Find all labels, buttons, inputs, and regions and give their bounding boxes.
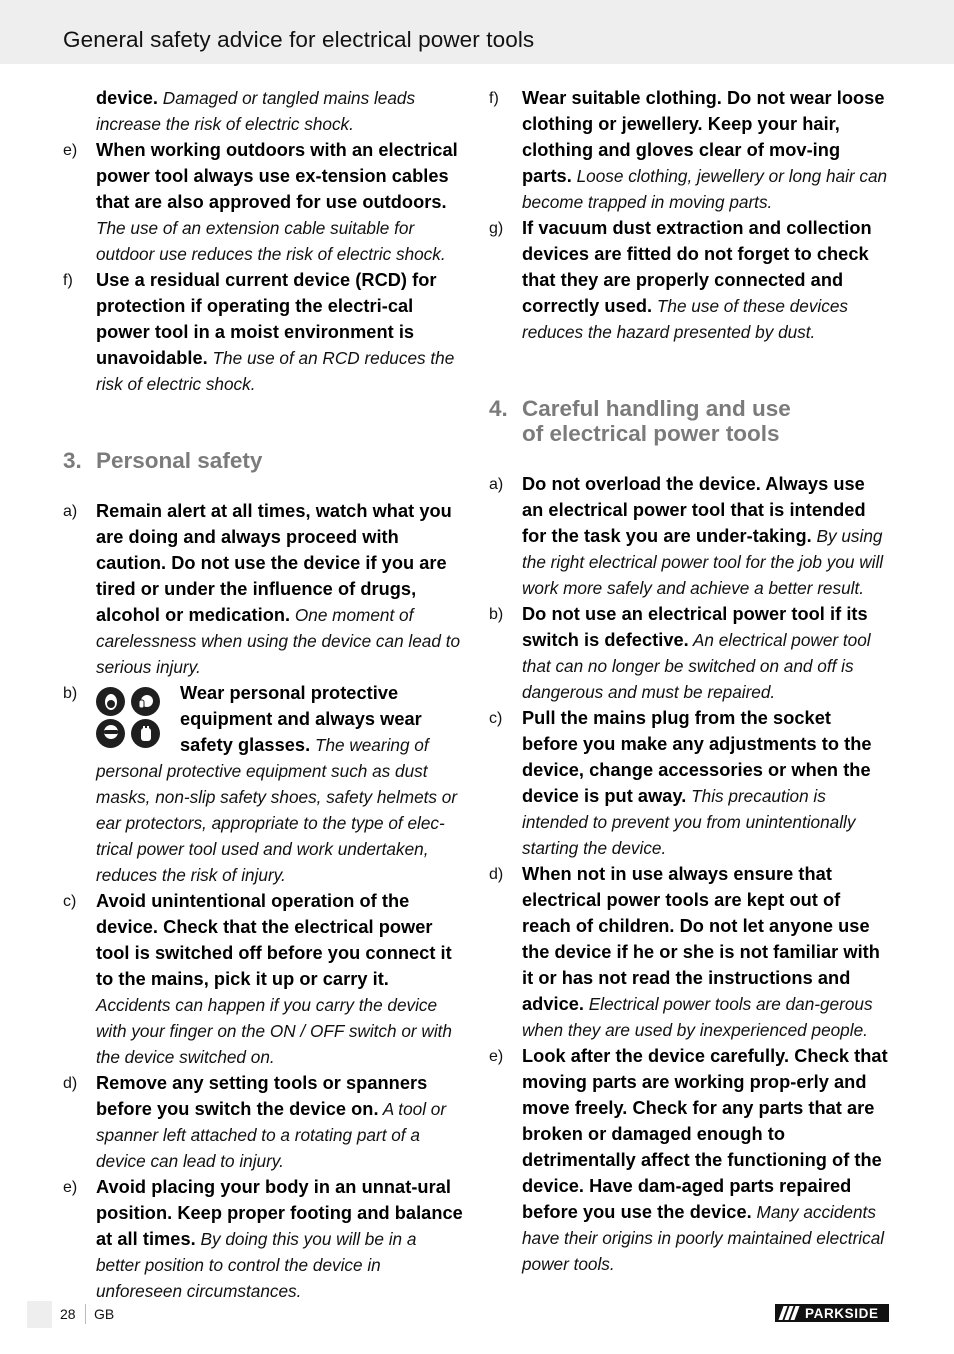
item-label: b) bbox=[489, 606, 504, 623]
item-label: e) bbox=[489, 1048, 504, 1065]
item-label: d) bbox=[63, 1075, 78, 1092]
brand-stripes-icon bbox=[781, 1306, 799, 1320]
paragraph-d-continued: device. Damaged or tangled mains leads increase the risk of electric shock. bbox=[96, 88, 416, 134]
paragraph-b: b) Do not use an electrical power tool if its switch is defective. An electrical power tool that can no longer be switched on and off is dangerous and must be repaired. bbox=[489, 604, 871, 702]
language-code: GB bbox=[94, 1306, 115, 1322]
right-column bbox=[489, 86, 891, 1278]
item-label: b) bbox=[63, 685, 78, 702]
paragraph-c: c) Avoid unintentional operation of the device. Check that the electrical power tool is switched off before you connect it to the mains, pick it up or carry it. Accidents can happen if you carry the device with your finger on the ON / OFF switch or with the device switched on. bbox=[63, 891, 452, 1067]
item-label: a) bbox=[489, 476, 504, 493]
page-number: 28 bbox=[60, 1306, 76, 1322]
paragraph-f: f) Use a residual current device (RCD) for protection if operating the electri-cal power tool in a moist environment is unavoidable. The use of an RCD reduces the risk of electric shock. bbox=[63, 270, 455, 394]
item-label: d) bbox=[489, 866, 504, 883]
item-label: c) bbox=[63, 893, 77, 910]
paragraph-e: e) Look after the device carefully. Check that moving parts are working prop-erly and move freely. Check for any parts that are broken or damaged enough to detrimentally affect the functioning of the device. Have dam-aged parts repaired before you use the device. Many accidents have their origins in poorly maintained electrical power tools. bbox=[489, 1046, 888, 1274]
item-label: e) bbox=[63, 142, 78, 159]
dust-mask-icon bbox=[96, 687, 125, 716]
ppe-icons bbox=[96, 687, 162, 749]
paragraph-f: f) Wear suitable clothing. Do not wear loose clothing or jewellery. Keep your hair, clothing and gloves clear of mov-ing parts. Loose clothing, jewellery or long hair can become trapped in moving parts. bbox=[489, 88, 888, 212]
item-label: c) bbox=[489, 710, 503, 727]
paragraph-d: d) Remove any setting tools or spanners before you switch the device on. A tool or spanner left attached to a rotating part of a device can lead to injury. bbox=[63, 1073, 447, 1171]
paragraph-e2: e) Avoid placing your body in an unnat-ural position. Keep proper footing and balance at all times. By doing this you will be in a better position to control the device in unforeseen circumstances. bbox=[63, 1177, 463, 1301]
paragraph-c: c) Pull the mains plug from the socket before you make any adjustments to the device, change accessories or when the device is put away. This precaution is intended to prevent you from unintentionally starting the device. bbox=[489, 708, 872, 858]
item-label: f) bbox=[63, 272, 73, 289]
section-heading-personal-safety: 3. Personal safety bbox=[63, 448, 263, 473]
brand-logo bbox=[775, 1304, 889, 1322]
paragraph-a: a) Remain alert at all times, watch what you are doing and always proceed with caution. Do not use the device if you are tired or under the influence of drugs, alcohol or medication. One moment of carelessness when using the device can lead to serious injury. bbox=[63, 501, 461, 677]
footer-marker bbox=[27, 1301, 52, 1328]
paragraph-g: g) If vacuum dust extraction and collection devices are fitted do not forget to check that they are properly connected and correctly used. The use of these devices reduces the hazard presented by dust. bbox=[489, 218, 872, 342]
paragraph-d: d) When not in use always ensure that electrical power tools are kept out of reach of children. Do not let anyone use the device if he or she is not familiar with it or has not read the instructions and advice. Electrical power tools are dan-gerous when they are used by inexperienced people. bbox=[489, 864, 880, 1040]
paragraph-b: b) Wear personal protective equipment and always wear safety glasses. The wearing of personal protective equipment such as dust masks, non-slip safety shoes, safety helmets or ear protectors, appropriate to the type of elec-trical power tool used and work undertaken, reduces the risk of injury. bbox=[63, 683, 458, 885]
safety-gloves-icon bbox=[131, 719, 160, 748]
footer-divider bbox=[85, 1304, 86, 1324]
paragraph-a: a) Do not overload the device. Always use an electrical power tool that is intended for the task you are under-taking. By using the right electrical power tool for the job you will work more safely and achieve a better result. bbox=[489, 474, 884, 598]
paragraph-e: e) When working outdoors with an electrical power tool always use ex-tension cables that are also approved for use outdoors. The use of an extension cable suitable for outdoor use reduces the risk of electric shock. bbox=[63, 140, 458, 264]
safety-glasses-icon bbox=[96, 719, 125, 748]
left-column bbox=[63, 86, 465, 1305]
page-title: General safety advice for electrical power tools bbox=[63, 27, 535, 52]
item-label: g) bbox=[489, 220, 504, 237]
section-heading-careful-handling: 4. Careful handling and use of electrical power tools bbox=[489, 396, 791, 446]
item-label: e) bbox=[63, 1179, 78, 1196]
item-label: a) bbox=[63, 503, 78, 520]
brand-name: PARKSIDE bbox=[805, 1305, 879, 1321]
item-label: f) bbox=[489, 90, 499, 107]
ear-protection-icon bbox=[131, 687, 160, 716]
